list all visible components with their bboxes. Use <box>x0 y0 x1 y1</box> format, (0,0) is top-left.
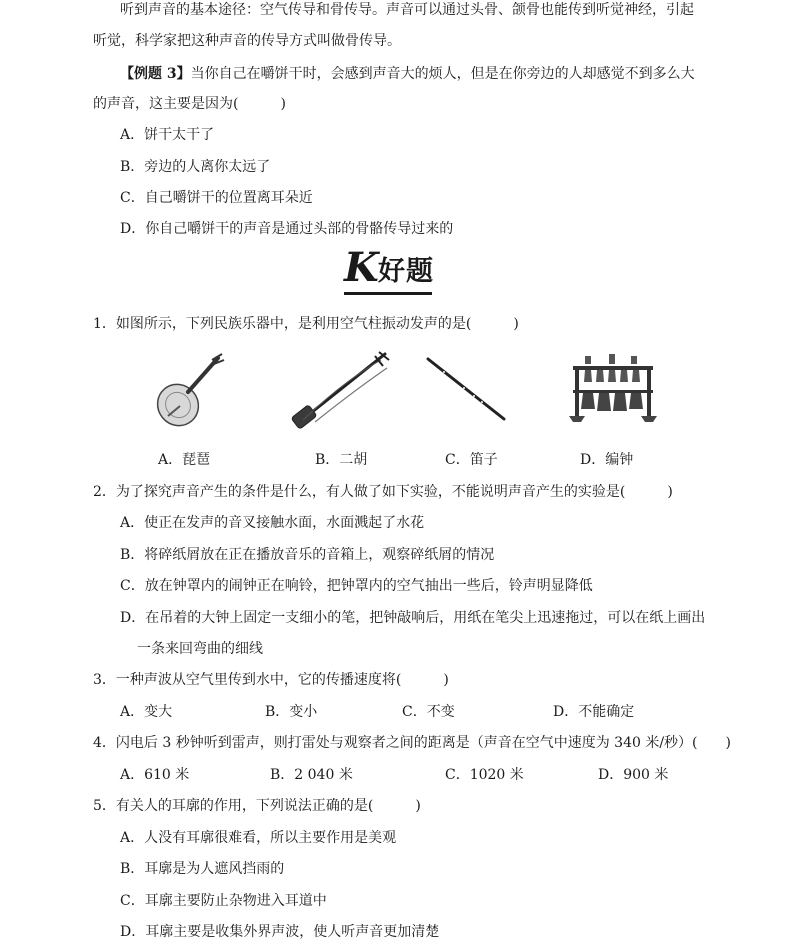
q2-stem: 2．为了探究声音产生的条件是什么，有人做了如下实验，不能说明声音产生的实验是( ) <box>93 484 673 500</box>
q5-option-b: B．耳廓是为人遮风挡雨的 <box>120 861 285 877</box>
q3-option-a: A．变大 <box>120 704 173 720</box>
q1-label-c: C．笛子 <box>445 452 498 468</box>
pipa-image <box>150 350 230 430</box>
q3-option-b: B．变小 <box>265 704 318 720</box>
example3-tag: 【例题 3】 <box>120 66 191 82</box>
example3-option-c: C．自己嚼饼干的位置离耳朵近 <box>120 190 313 206</box>
q3-option-d: D．不能确定 <box>553 704 635 720</box>
section-heading <box>344 244 454 296</box>
q5-option-d: D．耳廓主要是收集外界声波，使人听声音更加清楚 <box>120 924 440 940</box>
dizi-flute-image <box>424 355 509 425</box>
q3-stem: 3．一种声波从空气里传到水中，它的传播速度将( ) <box>93 672 449 688</box>
q1-stem: 1．如图所示，下列民族乐器中，是利用空气柱振动发声的是( ) <box>93 316 519 332</box>
example3-option-b: B．旁边的人离你太远了 <box>120 159 271 175</box>
q1-label-d: D．编钟 <box>580 452 634 468</box>
bianzhong-bells-image <box>565 352 660 427</box>
q2-option-a: A．使正在发声的音叉接触水面，水面溅起了水花 <box>120 515 425 531</box>
example3-option-a: A．饼干太干了 <box>120 127 215 143</box>
q2-option-b: B．将碎纸屑放在正在播放音乐的音箱上，观察碎纸屑的情况 <box>120 547 495 563</box>
q3-option-c: C．不变 <box>402 704 455 720</box>
intro-line-1: 听到声音的基本途径：空气传导和骨传导。声音可以通过头骨、颌骨也能传到听觉神经，引起 <box>120 2 694 18</box>
example3-option-d: D．你自己嚼饼干的声音是通过头部的骨骼传导过来的 <box>120 221 454 237</box>
section-letter: K <box>344 244 379 291</box>
q4-stem: 4．闪电后 3 秒钟听到雷声，则打雷处与观察者之间的距离是（声音在空气中速度为 340 米/秒）( ) <box>93 735 731 751</box>
q5-option-c: C．耳廓主要防止杂物进入耳道中 <box>120 893 327 909</box>
q5-stem: 5．有关人的耳廓的作用，下列说法正确的是( ) <box>93 798 421 814</box>
q1-label-b: B．二胡 <box>315 452 368 468</box>
q4-option-d: D．900 米 <box>598 767 669 783</box>
section-underline <box>344 292 432 295</box>
q5-option-a: A．人没有耳廓很难看，所以主要作用是美观 <box>120 830 397 846</box>
q4-option-c: C．1020 米 <box>445 767 524 783</box>
section-title-text: 好题 <box>378 256 434 287</box>
q1-label-a: A．琵琶 <box>158 452 211 468</box>
intro-line-2: 听觉，科学家把这种声音的传导方式叫做骨传导。 <box>93 33 401 49</box>
example3-stem-text: 当你自己在嚼饼干时，会感到声音大的烦人，但是在你旁边的人却感觉不到多么大 <box>190 66 695 82</box>
q4-option-b: B．2 040 米 <box>270 767 353 783</box>
q2-option-d-continued: 一条来回弯曲的细线 <box>137 641 263 657</box>
q4-option-a: A．610 米 <box>120 767 190 783</box>
example3-stem-line-2: 的声音，这主要是因为( ) <box>93 96 286 112</box>
example3-stem-line-1 <box>120 64 695 84</box>
erhu-image <box>285 350 395 430</box>
q2-option-c: C．放在钟罩内的闹钟正在响铃，把钟罩内的空气抽出一些后，铃声明显降低 <box>120 578 593 594</box>
q2-option-d: D．在吊着的大钟上固定一支细小的笔，把钟敲响后，用纸在笔尖上迅速拖过，可以在纸上画出 <box>120 610 706 626</box>
